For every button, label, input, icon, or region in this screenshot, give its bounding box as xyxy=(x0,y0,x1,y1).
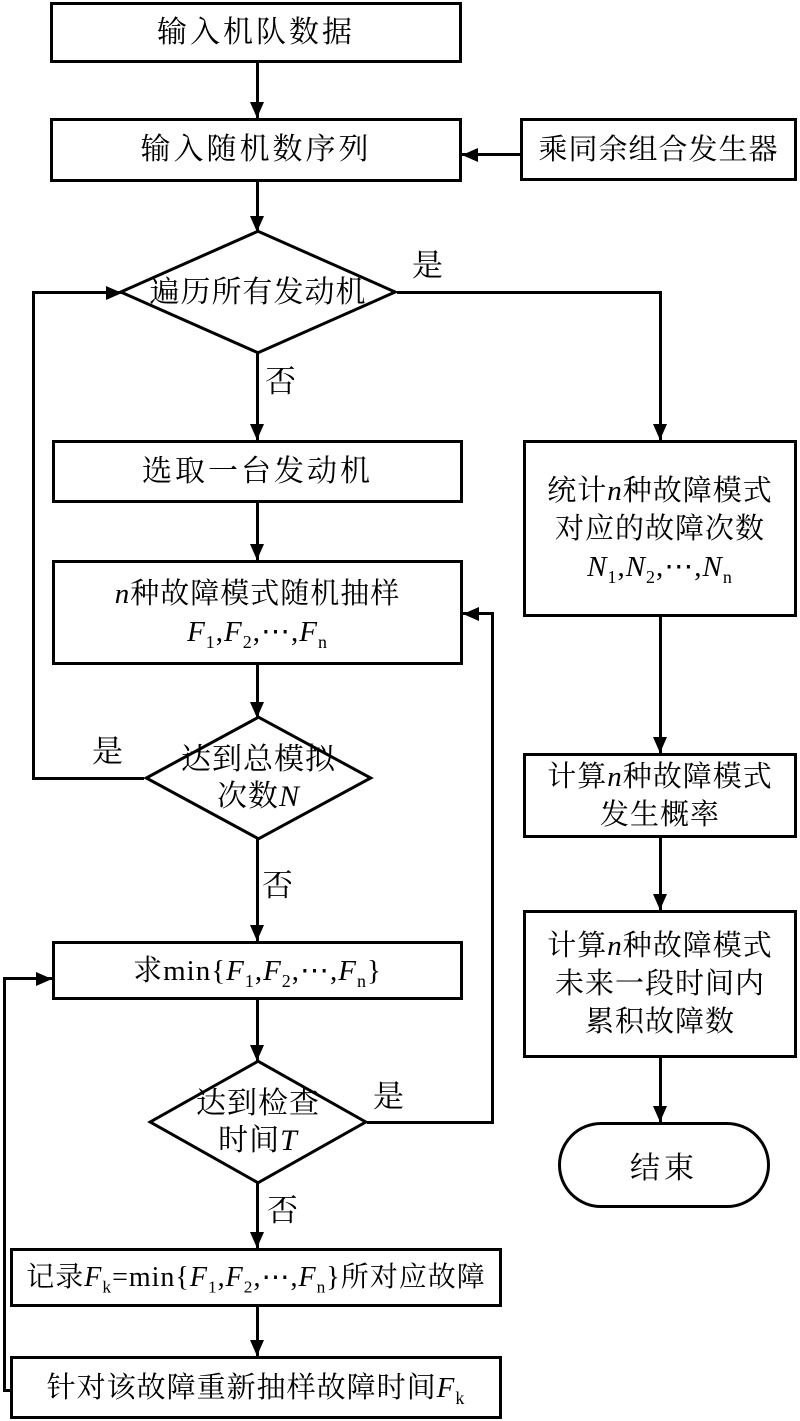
edge-inspection-yes-vertical xyxy=(491,613,494,1123)
node-generator xyxy=(520,118,797,181)
arrowhead-left-icon xyxy=(462,148,478,162)
arrowhead-down-icon xyxy=(250,424,264,440)
arrowhead-down-icon xyxy=(250,702,264,718)
node-resample-failure-time xyxy=(10,1356,502,1419)
node-label-line1: n种故障模式随机抽样 xyxy=(114,577,401,610)
arrowhead-down-icon xyxy=(653,424,667,440)
node-select-engine xyxy=(52,440,463,503)
node-label: 输入随机数序列 xyxy=(140,133,372,166)
node-label-line1: 计算n种故障模式 xyxy=(547,930,773,962)
node-label: 乘同余组合发生器 xyxy=(538,133,779,166)
arrowhead-down-icon xyxy=(250,1340,264,1356)
decision-reached-inspection-time xyxy=(148,1060,368,1184)
arrowhead-down-icon xyxy=(653,737,667,753)
arrowhead-down-icon xyxy=(653,1106,667,1122)
node-sample-failure-modes xyxy=(52,560,463,665)
decision-label-line1: 达到总模拟 xyxy=(181,743,336,776)
node-label-line2: $F_1,F_2,\cdots,F_n$ xyxy=(187,615,328,652)
arrowhead-down-icon xyxy=(250,925,264,941)
edge-totalsim-yes-vertical xyxy=(32,291,35,780)
decision-label-line1: 达到检查 xyxy=(196,1087,320,1120)
node-label-line3: 累积故障数 xyxy=(584,1006,735,1038)
edge-inspection-yes-horizontal xyxy=(367,1121,494,1124)
node-label-line1: 统计n种故障模式 xyxy=(547,474,773,507)
arrowhead-down-icon xyxy=(250,216,264,232)
decision-reached-total-simulations xyxy=(144,716,373,840)
arrowhead-down-icon xyxy=(653,894,667,910)
node-compute-cumulative xyxy=(523,910,797,1058)
branch-label-yes-totalsim: 是 xyxy=(92,734,123,769)
node-input-fleet-data xyxy=(50,2,462,63)
node-label: 结束 xyxy=(630,1152,698,1185)
decision-label xyxy=(148,1060,368,1184)
branch-label-no-totalsim: 否 xyxy=(262,868,293,903)
node-end-terminator xyxy=(558,1122,770,1208)
node-record-failure xyxy=(10,1248,502,1307)
node-label: 记录$F_k=\min\{F_1,F_2,\cdots,F_n\}$所对应故障 xyxy=(26,1261,486,1297)
arrowhead-right-icon xyxy=(36,972,52,986)
arrowhead-down-icon xyxy=(250,1045,264,1061)
node-label: 求$\min\{F_1,F_2,\cdots,F_n\}$ xyxy=(133,954,382,991)
edge-traverse-yes-horizontal xyxy=(397,291,662,294)
decision-traverse-all-engines xyxy=(118,230,398,354)
arrowhead-down-icon xyxy=(250,1232,264,1248)
arrowhead-down-icon xyxy=(250,102,264,118)
decision-label: 遍历所有发动机 xyxy=(149,275,367,309)
node-input-random-sequence xyxy=(50,118,462,182)
branch-label-no-traverse: 否 xyxy=(265,364,296,399)
node-label: 针对该故障重新抽样故障时间$F_k$ xyxy=(46,1371,466,1408)
node-label-line2: 发生概率 xyxy=(599,798,720,831)
node-compute-probability xyxy=(523,753,797,838)
node-label-line1: 计算n种故障模式 xyxy=(547,760,773,793)
edge-count-to-probability xyxy=(659,617,662,753)
decision-label xyxy=(144,716,373,840)
node-label-line3: $N_1,N_2,\cdots,N_n$ xyxy=(587,550,733,587)
node-find-min xyxy=(52,941,463,1000)
node-label-line2: 未来一段时间内 xyxy=(554,968,765,1000)
node-label-line2: 对应的故障次数 xyxy=(554,512,765,545)
node-label: 选取一台发动机 xyxy=(142,454,373,488)
decision-label-line2: 时间T xyxy=(218,1124,298,1157)
branch-label-yes-traverse: 是 xyxy=(412,248,443,283)
branch-label-yes-inspection: 是 xyxy=(373,1079,404,1114)
node-count-failures xyxy=(523,440,797,617)
edge-traverse-yes-vertical xyxy=(659,291,662,440)
arrowhead-down-icon xyxy=(250,544,264,560)
edge-resample-loop-vertical xyxy=(3,978,6,1391)
decision-label-line2: 次数N xyxy=(216,780,300,813)
branch-label-no-inspection: 否 xyxy=(267,1193,298,1228)
node-label: 输入机队数据 xyxy=(157,15,355,49)
edge-totalsim-yes-horizontal xyxy=(32,777,144,780)
arrowhead-right-icon xyxy=(106,286,122,300)
arrowhead-left-icon xyxy=(463,607,479,621)
